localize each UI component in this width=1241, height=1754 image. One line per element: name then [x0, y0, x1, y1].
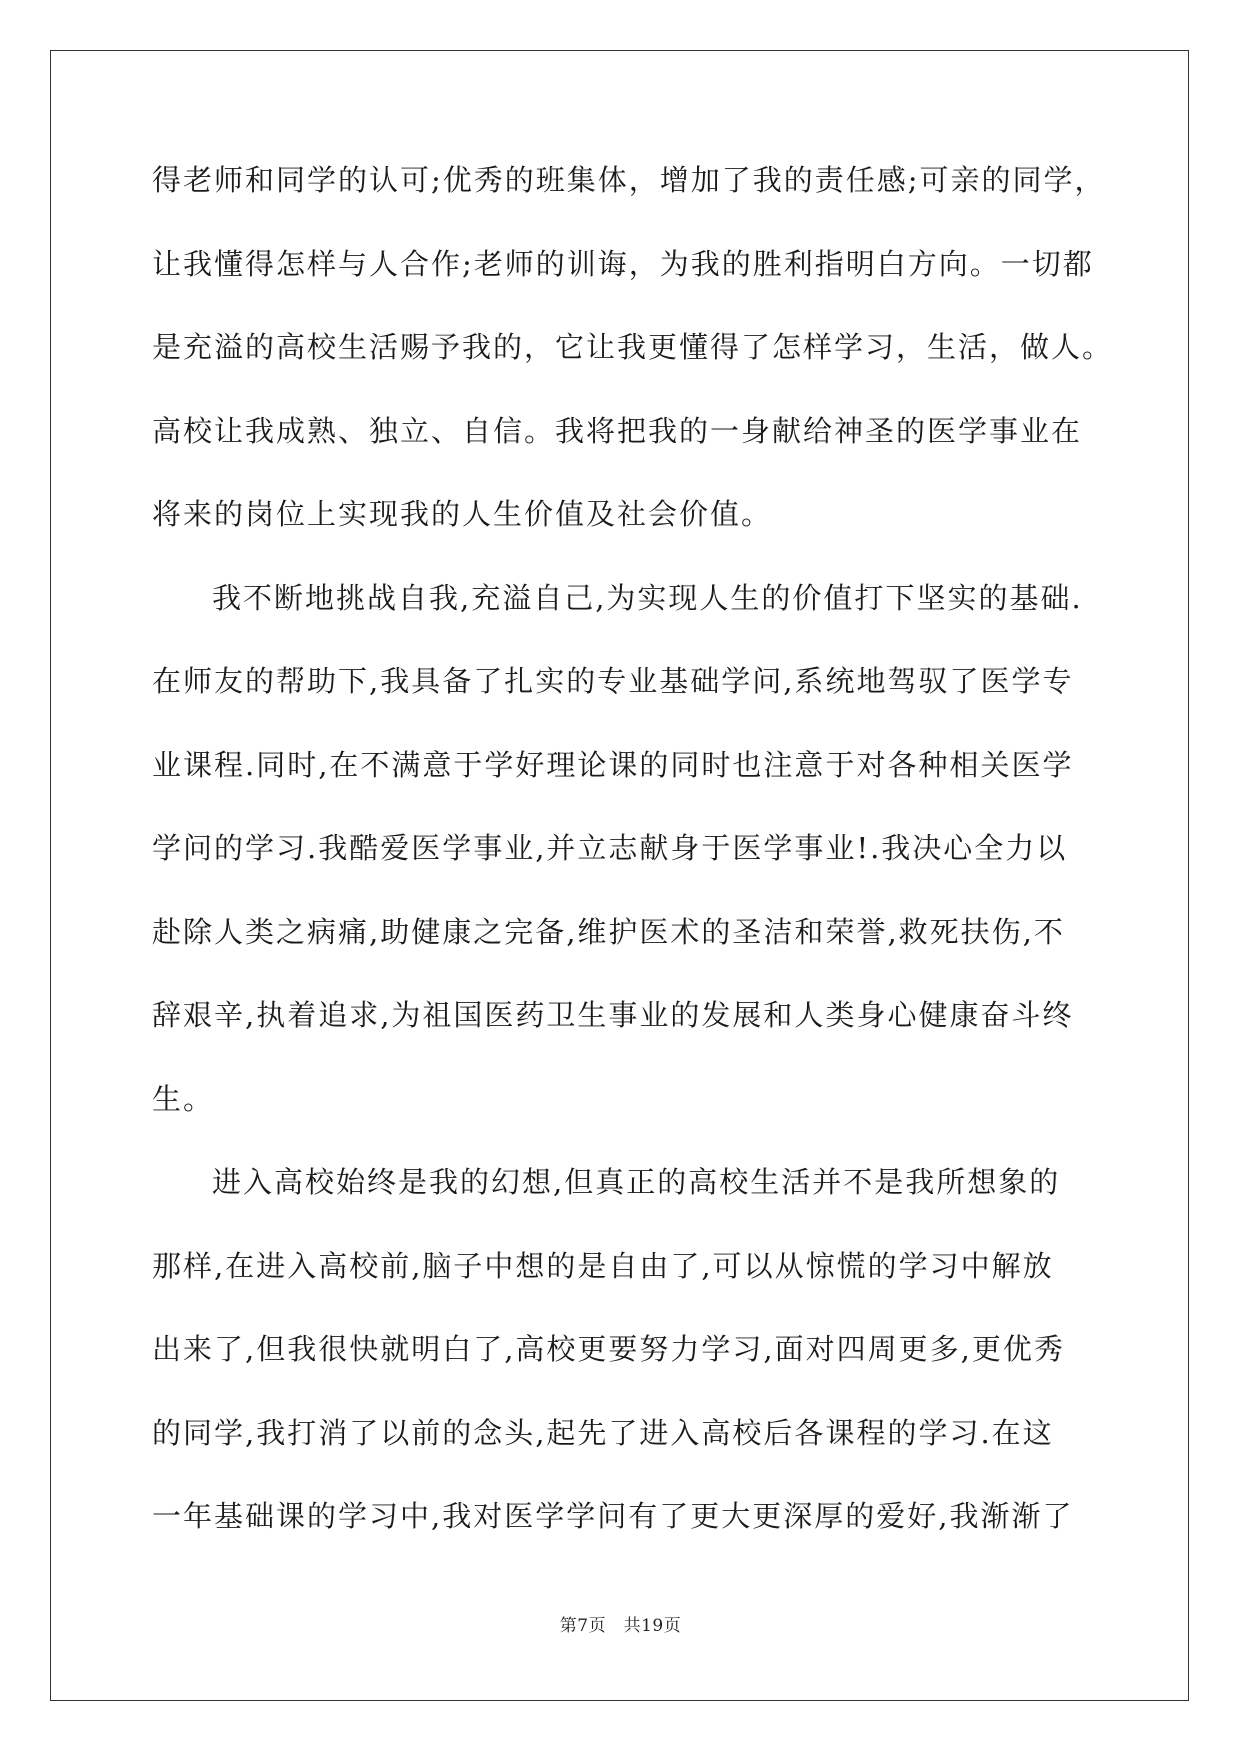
- page-number-footer: 第7页 共19页: [559, 1616, 682, 1636]
- text-line: 出来了,但我很快就明白了,高校更要努力学习,面对四周更多,更优秀: [152, 1332, 1065, 1366]
- text-line: 的同学,我打消了以前的念头,起先了进入高校后各课程的学习.在这: [152, 1415, 1054, 1450]
- document-body: [152, 160, 1114, 1580]
- text-line: 辞艰辛,执着追求,为祖国医药卫生事业的发展和人类身心健康奋斗终: [152, 998, 1074, 1032]
- text-line: 是充溢的高校生活赐予我的，它让我更懂得了怎样学习，生活，做人。: [152, 330, 1114, 364]
- text-line: 生。: [152, 1081, 215, 1116]
- text-line: 那样,在进入高校前,脑子中想的是自由了,可以从惊慌的学习中解放: [152, 1248, 1054, 1283]
- text-line: 业课程.同时,在不满意于学好理论课的同时也注意于对各种相关医学: [152, 747, 1074, 782]
- text-line: 让我懂得怎样与人合作;老师的训诲，为我的胜利指明白方向。一切都: [152, 246, 1094, 281]
- paragraph-start-line: 进入高校始终是我的幻想,但真正的高校生活并不是我所想象的: [212, 1165, 1061, 1199]
- text-line: 赴除人类之病痛,助健康之完备,维护医术的圣洁和荣誉,救死扶伤,不: [152, 914, 1065, 949]
- text-line: 学问的学习.我酷爱医学事业,并立志献身于医学事业!.我决心全力以: [152, 831, 1068, 865]
- text-line: 将来的岗位上实现我的人生价值及社会价值。: [152, 497, 773, 531]
- text-line: 一年基础课的学习中,我对医学学问有了更大更深厚的爱好,我渐渐了: [152, 1499, 1074, 1533]
- text-line: 得老师和同学的认可;优秀的班集体，增加了我的责任感;可亲的同学，: [152, 163, 1106, 197]
- paragraph-start-line: 我不断地挑战自我,充溢自己,为实现人生的价值打下坚实的基础.: [212, 580, 1083, 615]
- text-line: 在师友的帮助下,我具备了扎实的专业基础学问,系统地驾驭了医学专: [152, 664, 1074, 698]
- text-line: 高校让我成熟、独立、自信。我将把我的一身献给神圣的医学事业在: [152, 413, 1083, 448]
